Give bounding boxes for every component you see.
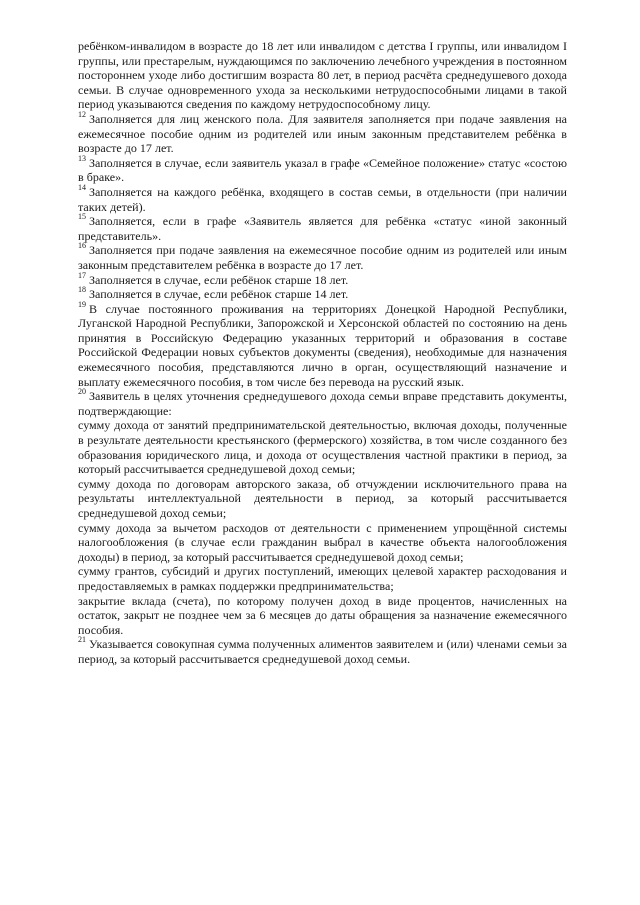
footnote-20-item <box>78 521 567 565</box>
paragraph-text: Заполняется в случае, если заявитель указал в графе «Семейное положение» статус «состою в браке». <box>78 155 567 185</box>
paragraph-text: Заполняется на каждого ребёнка, входящего в состав семьи, в отдельности (при наличии таких детей). <box>78 184 567 214</box>
paragraph-text: Заполняется при подаче заявления на ежемесячное пособие одним из родителей или иным законным представителем ребёнка в возрасте до 17 лет. <box>78 243 567 272</box>
paragraph-text: Указывается совокупная сумма полученных алиментов заявителем и (или) членами семьи за период, за который рассчитывается среднедушевой доход семьи. <box>78 637 567 666</box>
footnote-19 <box>78 299 567 390</box>
paragraph-text: В случае постоянного проживания на территориях Донецкой Народной Республики, Луганской Народной Республики, Запорожской и Херсонской областей по состоянию на день принятия в Российскую Федерацию указанных территорий и образования в составе Российской Федерации новых субъектов документы (сведения), необходимые для назначения ежемесячного пособия, представляются лично в орган, осуществляющий назначение и выплату ежемесячного пособия, в том числе без перевода на русский язык. <box>78 301 567 389</box>
footnote-number: 21 <box>78 635 86 645</box>
paragraph-text: Заполняется для лиц женского пола. Для заявителя заполняется при подаче заявления на ежемесячное пособие одним из родителей или иным законным представителем ребёнка в возрасте до 17 лет. <box>78 111 567 156</box>
footnote-continuation <box>78 39 567 112</box>
paragraph-text: сумму дохода по договорам авторского заказа, об отчуждении исключительного права на результаты интеллектуальной деятельности в период, за который рассчитывается среднедушевой доход семьи; <box>78 476 567 520</box>
paragraph-text: сумму дохода от занятий предпринимательской деятельностью, включая доходы, полученные в результате деятельности крестьянского (фермерского) хозяйства, в том числе созданного без образования юридического лица, и дохода от осуществления частной практики в период, за который рассчитывается среднедушевой доход семьи; <box>78 418 567 477</box>
paragraph-text: Заполняется в случае, если ребёнок старше 18 лет. <box>89 272 349 287</box>
footnote-16 <box>78 243 567 272</box>
footnote-number: 15 <box>78 212 86 222</box>
paragraph-text: Заявитель в целях уточнения среднедушевого дохода семьи вправе представить документы, подтверждающие: <box>78 389 567 418</box>
footnote-20-item <box>78 477 567 521</box>
footnotes-text <box>78 39 567 667</box>
footnote-13 <box>78 153 567 185</box>
footnote-20-item <box>78 564 567 593</box>
footnote-20-item <box>78 594 567 638</box>
footnote-number: 14 <box>78 182 86 192</box>
footnote-number: 20 <box>78 387 86 397</box>
paragraph-text: ребёнком-инвалидом в возрасте до 18 лет или инвалидом с детства I группы, или инвалидом I группы, или престарелым, нуждающимся по заключению лечебного учреждения в постоянном постороннем уходе либо достигшим возраста 80 лет, в период расчёта среднедушевого дохода семьи. В случае одновременного ухода за несколькими нетрудоспособными лицами в такой период указываются сведения по каждому нетрудоспособному лицу. <box>78 39 567 112</box>
footnote-20-item <box>78 418 567 476</box>
footnote-number: 17 <box>78 270 86 280</box>
paragraph-text: Заполняется, если в графе «Заявитель является для ребёнка «статус «иной законный представитель». <box>78 214 567 243</box>
footnote-20 <box>78 389 567 418</box>
footnote-17 <box>78 270 567 288</box>
footnote-number: 13 <box>78 153 86 163</box>
footnote-14 <box>78 182 567 214</box>
footnote-15 <box>78 214 567 243</box>
footnote-21 <box>78 637 567 666</box>
paragraph-text: Заполняется в случае, если ребёнок старше 14 лет. <box>89 287 349 302</box>
footnote-number: 16 <box>78 241 86 251</box>
footnote-18 <box>78 287 567 302</box>
footnote-number: 19 <box>78 299 86 309</box>
paragraph-text: сумму грантов, субсидий и других поступлений, имеющих целевой характер расходования и предоставляемых в рамках поддержки предпринимательства; <box>78 564 567 593</box>
footnote-12 <box>78 109 567 156</box>
footnote-number: 12 <box>78 109 86 119</box>
paragraph-text: сумму дохода за вычетом расходов от деятельности с применением упрощённой системы налогообложения (в случае если гражданин выбрал в качестве объекта налогообложения доходы) в период, за который рассчитывается среднедушевой доход семьи; <box>78 520 567 564</box>
paragraph-text: закрытие вклада (счета), по которому получен доход в виде процентов, начисленных на остаток, закрыт не позднее чем за 6 месяцев до даты обращения за назначение ежемесячного пособия. <box>78 593 567 637</box>
footnote-number: 18 <box>78 285 86 295</box>
